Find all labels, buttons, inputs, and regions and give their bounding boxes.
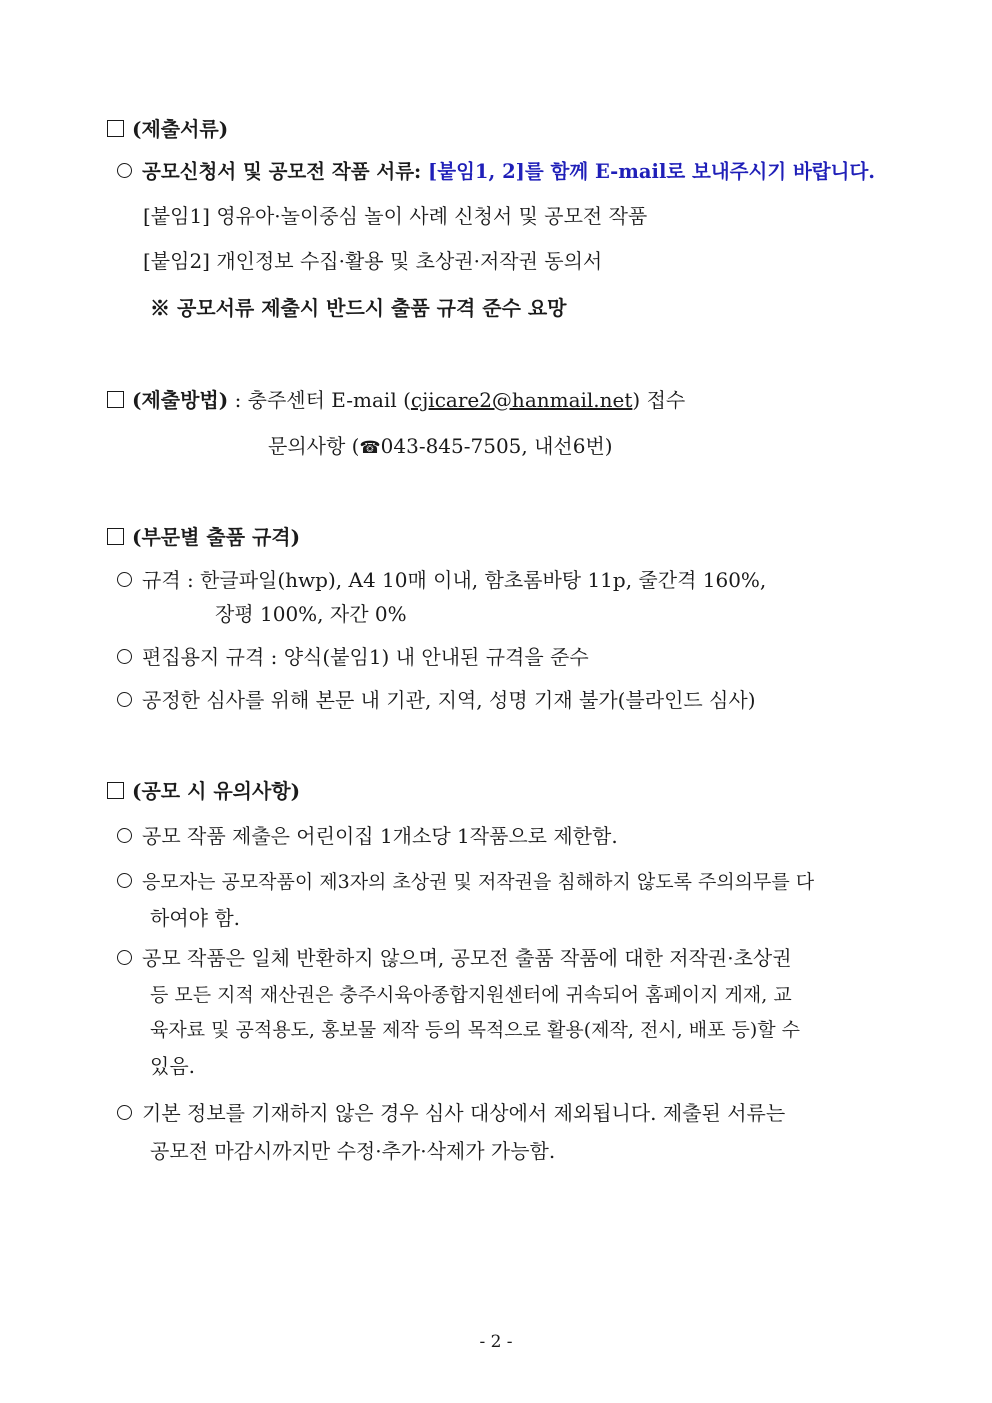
note-2-continuation: 하여야 함. (150, 906, 240, 930)
bullet-blind-review: 공정한 심사를 위해 본문 내 기관, 지역, 성명 기재 불가(블라인드 심사) (117, 686, 756, 714)
circle-bullet-icon (117, 1105, 132, 1120)
phone-icon: ☎ (359, 438, 381, 458)
note-3: 공모 작품은 일체 반환하지 않으며, 공모전 출품 작품에 대한 저작권·초상권 (117, 944, 792, 972)
circle-bullet-icon (117, 950, 132, 965)
circle-bullet-icon (117, 163, 132, 178)
spec-continuation: 장평 100%, 자간 0% (215, 602, 407, 626)
inquiry-line: 문의사항 (☎043-845-7505, 내선6번) (268, 434, 613, 458)
attachment-1: [붙임1] 영유아·놀이중심 놀이 사례 신청서 및 공모전 작품 (143, 204, 648, 228)
note-2: 응모자는 공모작품이 제3자의 초상권 및 저작권을 침해하지 않도록 주의의무를 다 (117, 868, 814, 896)
circle-bullet-icon (117, 692, 132, 707)
circle-bullet-icon (117, 649, 132, 664)
bullet-submission-docs: 공모신청서 및 공모전 작품 서류: [붙임1, 2]를 함께 E-mail로 보내주시기 바랍니다. (117, 158, 875, 186)
note-1: 공모 작품 제출은 어린이집 1개소당 1작품으로 제한함. (117, 822, 618, 850)
checkbox-square-icon (107, 391, 124, 408)
section-heading-notes: (공모 시 유의사항) (107, 777, 300, 805)
circle-bullet-icon (117, 828, 132, 843)
section-heading-format: (부문별 출품 규격) (107, 523, 300, 551)
checkbox-square-icon (107, 782, 124, 799)
highlight-instruction: [붙임1, 2]를 함께 E-mail로 보내주시기 바랍니다. (428, 160, 876, 183)
bullet-spec: 규격 : 한글파일(hwp), A4 10매 이내, 함초롬바탕 11p, 줄간격 160%, (117, 566, 766, 594)
format-notice: ※ 공모서류 제출시 반드시 출품 규격 준수 요망 (150, 296, 567, 320)
circle-bullet-icon (117, 873, 132, 888)
section-heading-submission-method: (제출방법) : 충주센터 E-mail (cjicare2@hanmail.net) 접수 (107, 386, 685, 414)
section-heading-submission-docs: (제출서류) (107, 115, 228, 143)
checkbox-square-icon (107, 120, 124, 137)
page-number: - 2 - (479, 1332, 513, 1352)
note-3-continuation-1: 등 모든 지적 재산권은 충주시육아종합지원센터에 귀속되어 홈페이지 게재, 교 (150, 984, 792, 1006)
circle-bullet-icon (117, 572, 132, 587)
note-3-continuation-2: 육자료 및 공적용도, 홍보물 제작 등의 목적으로 활용(제작, 전시, 배포 등)할 수 (150, 1019, 801, 1041)
note-4-continuation: 공모전 마감시까지만 수정·추가·삭제가 가능함. (150, 1139, 556, 1163)
note-4: 기본 정보를 기재하지 않은 경우 심사 대상에서 제외됩니다. 제출된 서류는 (117, 1099, 785, 1127)
attachment-2: [붙임2] 개인정보 수집·활용 및 초상권·저작권 동의서 (143, 249, 603, 273)
note-3-continuation-3: 있음. (150, 1054, 195, 1078)
bullet-editing: 편집용지 규격 : 양식(붙임1) 내 안내된 규격을 준수 (117, 643, 589, 671)
checkbox-square-icon (107, 528, 124, 545)
email-link[interactable]: cjicare2@hanmail.net (410, 388, 633, 412)
